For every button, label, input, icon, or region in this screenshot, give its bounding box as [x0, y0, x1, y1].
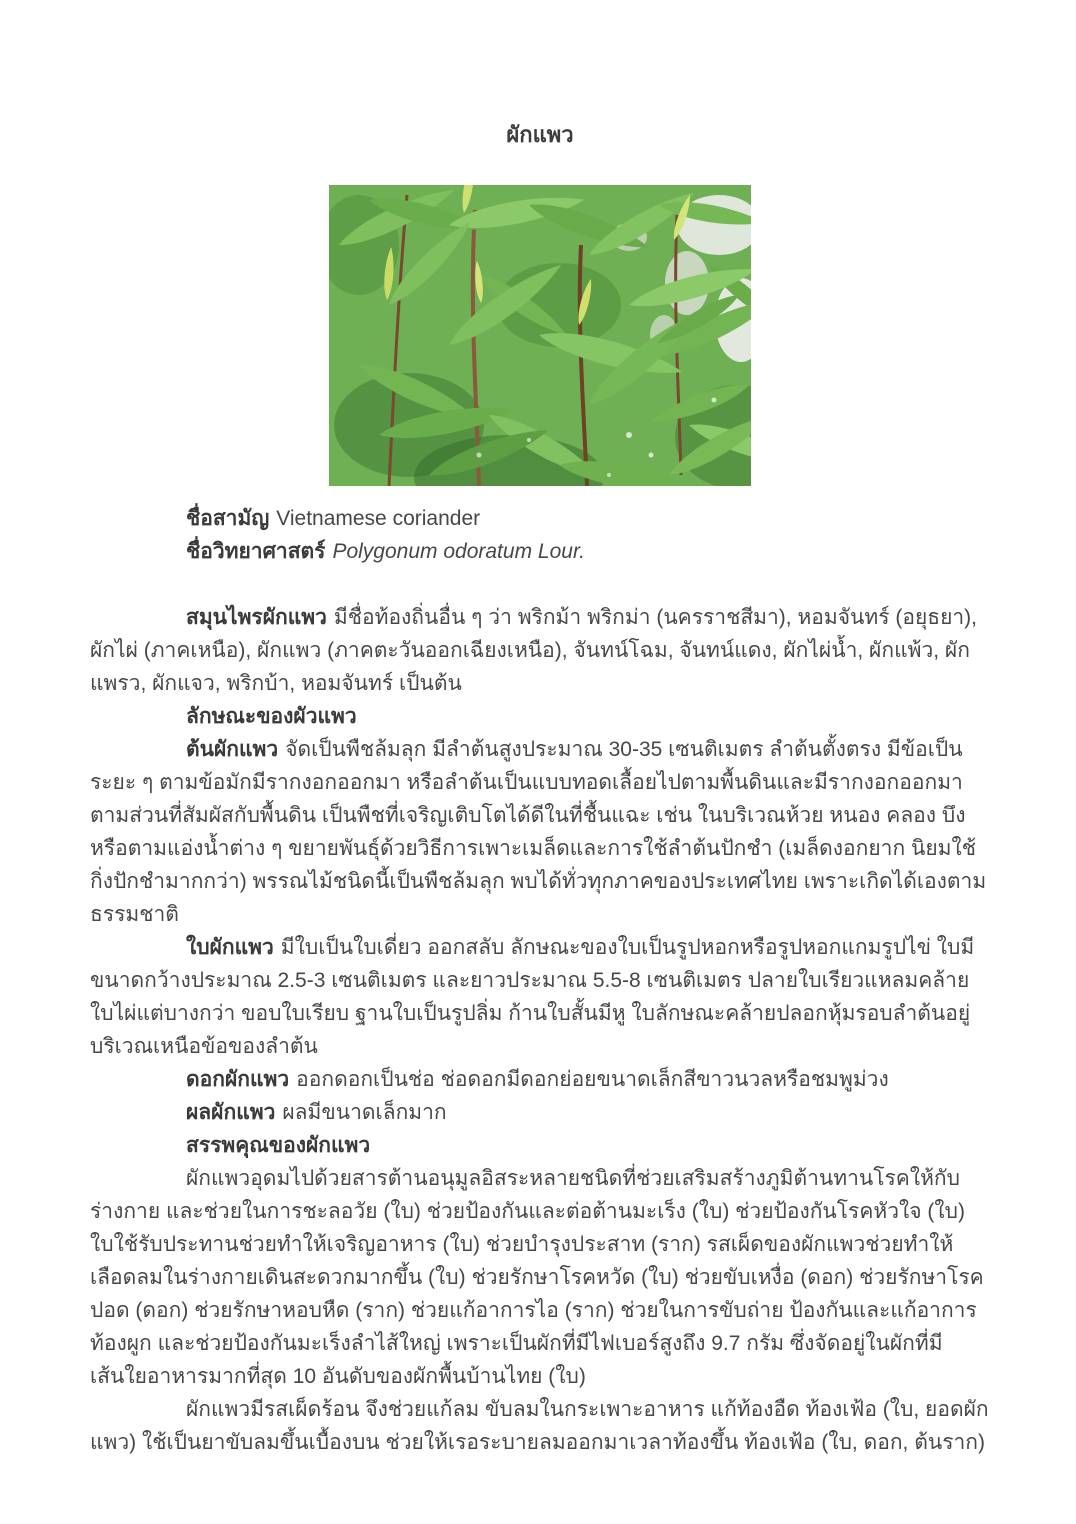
paragraph-benefits-1: ผักแพวอุดมไปด้วยสารต้านอนุมูลอิสระหลายชนิดที่ช่วยเสริมสร้างภูมิต้านทานโรคให้กับร่างกาย และช่วยในการชะลอวัย (ใบ) ช่วยป้องกันและต่อต้านมะเร็ง (ใบ) ช่วยป้องกันโรคหัวใจ (ใบ) ใบใช้รับประทานช่วยทำให้เจริญอาหาร (ใบ) ช่วยบำรุงประสาท (ราก) รสเผ็ดของผักแพวช่วยทำให้เลือดลมในร่างกายเดินสะดวกมากขึ้น (ใบ) ช่วยรักษาโรคหวัด (ใบ) ช่วยขับเหงื่อ (ดอก) ช่วยรักษาโรคปอด (ดอก) ช่วยรักษาหอบหืด (ราก) ช่วยแก้อาการไอ (ราก) ช่วยในการขับถ่าย ป้องกันและแก้อาการท้องผูก และช่วยป้องกันมะเร็งลำไส้ใหญ่ เพราะเป็นผักที่มีไฟเบอร์สูงถึง 9.7 กรัม ซึ่งจัดอยู่ในผักที่มีเส้นใยอาหารมากที่สุด 10 อันดับของผักพื้นบ้านไทย (ใบ) — [90, 1167, 984, 1388]
paragraph-leaf-text: มีใบเป็นใบเดี่ยว ออกสลับ ลักษณะของใบเป็นรูปหอกหรือรูปหอกแกมรูปไข่ ใบมีขนาดกว้างประมาณ 2.5-3 เซนติเมตร และยาวประมาณ 5.5-8 เซนติเมตร ปลายใบเรียวแหลมคล้ายใบไผ่แต่บางกว่า ขอบใบเรียบ ฐานใบเป็นรูปลิ่ม ก้านใบสั้นมีหู ใบลักษณะคล้ายปลอกหุ้มรอบลำต้นอยู่บริเวณเหนือข้อของลำต้น — [90, 936, 975, 1058]
paragraph-fruit-text: ผลมีขนาดเล็กมาก — [282, 1101, 447, 1124]
paragraph-local-names — [90, 601, 990, 700]
plant-photo — [329, 185, 751, 486]
paragraph-flower-lead: ดอกผักแพว — [186, 1068, 290, 1091]
paragraph-stem-lead: ต้นผักแพว — [186, 738, 279, 761]
paragraph-flower-text: ออกดอกเป็นช่อ ช่อดอกมีดอกย่อยขนาดเล็กสีขาวนวลหรือชมพูม่วง — [296, 1068, 889, 1091]
paragraph-local-names-lead: สมุนไพรผักแพว — [186, 606, 327, 629]
paragraph-fruit — [90, 1096, 990, 1129]
section-heading-characteristics: ลักษณะของผัวแพว — [186, 705, 357, 728]
paragraph-benefits-2: ผักแพวมีรสเผ็ดร้อน จึงช่วยแก้ลม ขับลมในกระเพาะอาหาร แก้ท้องอืด ท้องเฟ้อ (ใบ, ยอดผักแพว) ใช้เป็นยาขับลมขึ้นเบื้องบน ช่วยให้เรอระบายลมออกมาเวลาท้องขึ้น ท้องเฟ้อ (ใบ, ดอก, ต้นราก) — [90, 1398, 989, 1454]
paragraph-stem — [90, 733, 990, 931]
paragraph-stem-text: จัดเป็นพืชล้มลุก มีลำต้นสูงประมาณ 30-35 เซนติเมตร ลำต้นตั้งตรง มีข้อเป็นระยะ ๆ ตามข้อมักมีรากงอกออกมา หรือลำต้นเป็นแบบทอดเลื้อยไปตามพื้นดินและมีรากงอกออกมาตามส่วนที่สัมผัสกับพื้นดิน เป็นพืชที่เจริญเติบโตได้ดีในที่ชื้นแฉะ เช่น ในบริเวณห้วย หนอง คลอง บึง หรือตามแอ่งน้ำต่าง ๆ ขยายพันธุ์ด้วยวิธีการเพาะเมล็ดและการใช้ลำต้นปักชำ (เมล็ดงอกยาก นิยมใช้กิ่งปักชำมากกว่า) พรรณไม้ชนิดนี้เป็นพืชล้มลุก พบได้ทั่วทุกภาคของประเทศไทย เพราะเกิดได้เองตามธรรมชาติ — [90, 738, 987, 926]
scientific-name-line — [90, 535, 990, 568]
common-name-label: ชื่อสามัญ — [186, 507, 270, 530]
page-title: ผักแพว — [506, 122, 574, 147]
section-heading-benefits: สรรพคุณของผักแพว — [186, 1134, 371, 1157]
scientific-name-label: ชื่อวิทยาศาสตร์ — [186, 540, 326, 563]
common-name-line — [90, 502, 990, 535]
paragraph-flower — [90, 1063, 990, 1096]
common-name-value: Vietnamese coriander — [276, 507, 481, 530]
paragraph-leaf — [90, 931, 990, 1063]
paragraph-leaf-lead: ใบผักแพว — [186, 936, 274, 959]
paragraph-fruit-lead: ผลผักแพว — [186, 1101, 276, 1124]
plant-photo-illustration — [329, 185, 751, 486]
scientific-name-value: Polygonum odoratum Lour. — [332, 540, 585, 563]
paragraph-local-names-text: มีชื่อท้องถิ่นอื่น ๆ ว่า พริกม้า พริกม่า (นครราชสีมา), หอมจันทร์ (อยุธยา), ผักไผ่ (ภาคเหนือ), ผักแพว (ภาคตะวันออกเฉียงเหนือ), จันทน์โฉม, จันทน์แดง, ผักไผ่น้ำ, ผักแพ้ว, ผักแพรว, ผักแจว, พริกบ้า, หอมจันทร์ เป็นต้น — [90, 606, 978, 695]
